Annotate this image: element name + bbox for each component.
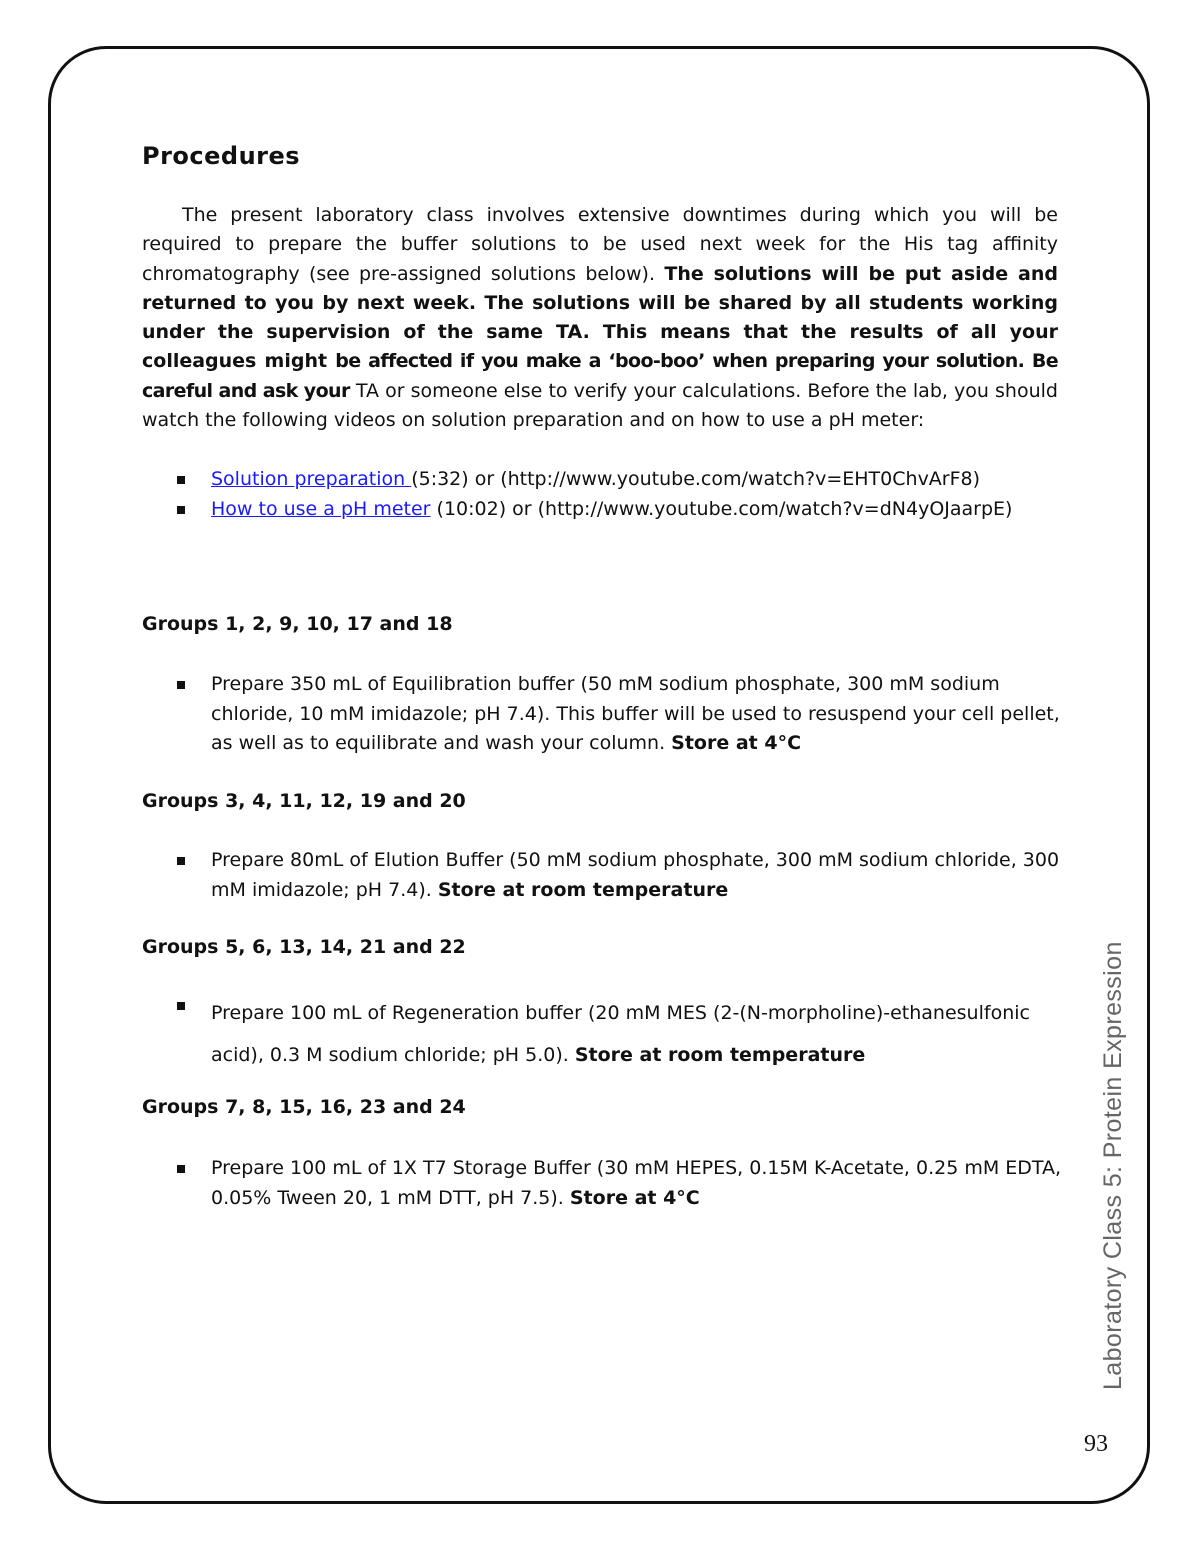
storage-condition: Store at 4°C: [569, 1186, 700, 1209]
video-info: (5:32) or (http://www.youtube.com/watch?v=EHT0ChvArF8): [411, 468, 981, 490]
intro-text-2: TA or someone else to verify your calculations. Before the lab, you should watch the following videos on solution preparation and on how to use a pH meter:: [142, 379, 1058, 432]
bullet-icon: [177, 681, 185, 689]
page-title: Procedures: [142, 142, 301, 170]
video-info: (10:02) or (http://www.youtube.com/watch?v=dN4yOJaarpE): [430, 497, 1013, 520]
intro-text-1: The present laboratory class involves extensive downtimes during which you will be required to prepare the buffer solutions to be used next week for the His tag affinity chromatography (see pre-assigned solutions below).: [142, 204, 1058, 285]
buffer-instruction: Prepare 80mL of Elution Buffer (50 mM sodium phosphate, 300 mM sodium chloride, 300 mM imidazole; pH 7.4).: [211, 849, 1060, 901]
video-link-ph-meter[interactable]: How to use a pH meter: [211, 497, 431, 520]
intro-paragraph: [142, 201, 1058, 435]
group-instructions: [142, 992, 1062, 1076]
list-item: [142, 1154, 1062, 1213]
chapter-label: Laboratory Class 5: Protein Expression: [1099, 941, 1127, 1390]
bullet-icon: [177, 1165, 185, 1173]
bullet-icon: [177, 857, 185, 865]
list-item: [142, 992, 1062, 1076]
group-instructions: [142, 1154, 1062, 1213]
group-heading: Groups 1, 2, 9, 10, 17 and 18: [142, 613, 453, 635]
storage-condition: Store at room temperature: [437, 878, 729, 901]
intro-bold-1: The solutions will be put aside and returned to you by next week. The solutions will be shared by all students working under the supervision of the same TA. This means that the results of all your colleagues might: [142, 262, 1058, 373]
video-list: [142, 465, 1062, 524]
group-instructions: [142, 670, 1062, 759]
intro-bold-2: be affected if you make a ‘boo-boo’ when preparing your solution. Be careful and ask your: [142, 350, 1059, 402]
list-item: [142, 670, 1062, 759]
list-item: [142, 495, 1062, 525]
group-heading: Groups 7, 8, 15, 16, 23 and 24: [142, 1096, 466, 1118]
buffer-instruction: Prepare 100 mL of Regeneration buffer (20 mM MES (2-(N-morpholine)-ethanesulfonic acid), 0.3 M sodium chloride; pH 5.0).: [211, 1002, 1030, 1066]
list-item: [142, 846, 1062, 905]
group-instructions: [142, 846, 1062, 905]
list-item: [142, 465, 1062, 495]
group-heading: Groups 5, 6, 13, 14, 21 and 22: [142, 936, 466, 958]
bullet-icon: [177, 506, 185, 514]
video-link-solution-preparation[interactable]: Solution preparation: [211, 468, 412, 490]
bullet-icon: [177, 476, 185, 484]
storage-condition: Store at room temperature: [574, 1044, 866, 1066]
group-heading: Groups 3, 4, 11, 12, 19 and 20: [142, 790, 466, 812]
buffer-instruction: Prepare 100 mL of 1X T7 Storage Buffer (30 mM HEPES, 0.15M K-Acetate, 0.25 mM EDTA, 0.05% Tween 20, 1 mM DTT, pH 7.5).: [211, 1157, 1062, 1209]
buffer-instruction: Prepare 350 mL of Equilibration buffer (50 mM sodium phosphate, 300 mM sodium chloride, 10 mM imidazole; pH 7.4). This buffer will be used to resuspend your cell pellet, as well as to equilibrate and wash your column.: [211, 673, 1060, 754]
storage-condition: Store at 4°C: [671, 732, 802, 754]
bullet-icon: [177, 1002, 185, 1010]
page-number: 93: [1084, 1431, 1108, 1457]
